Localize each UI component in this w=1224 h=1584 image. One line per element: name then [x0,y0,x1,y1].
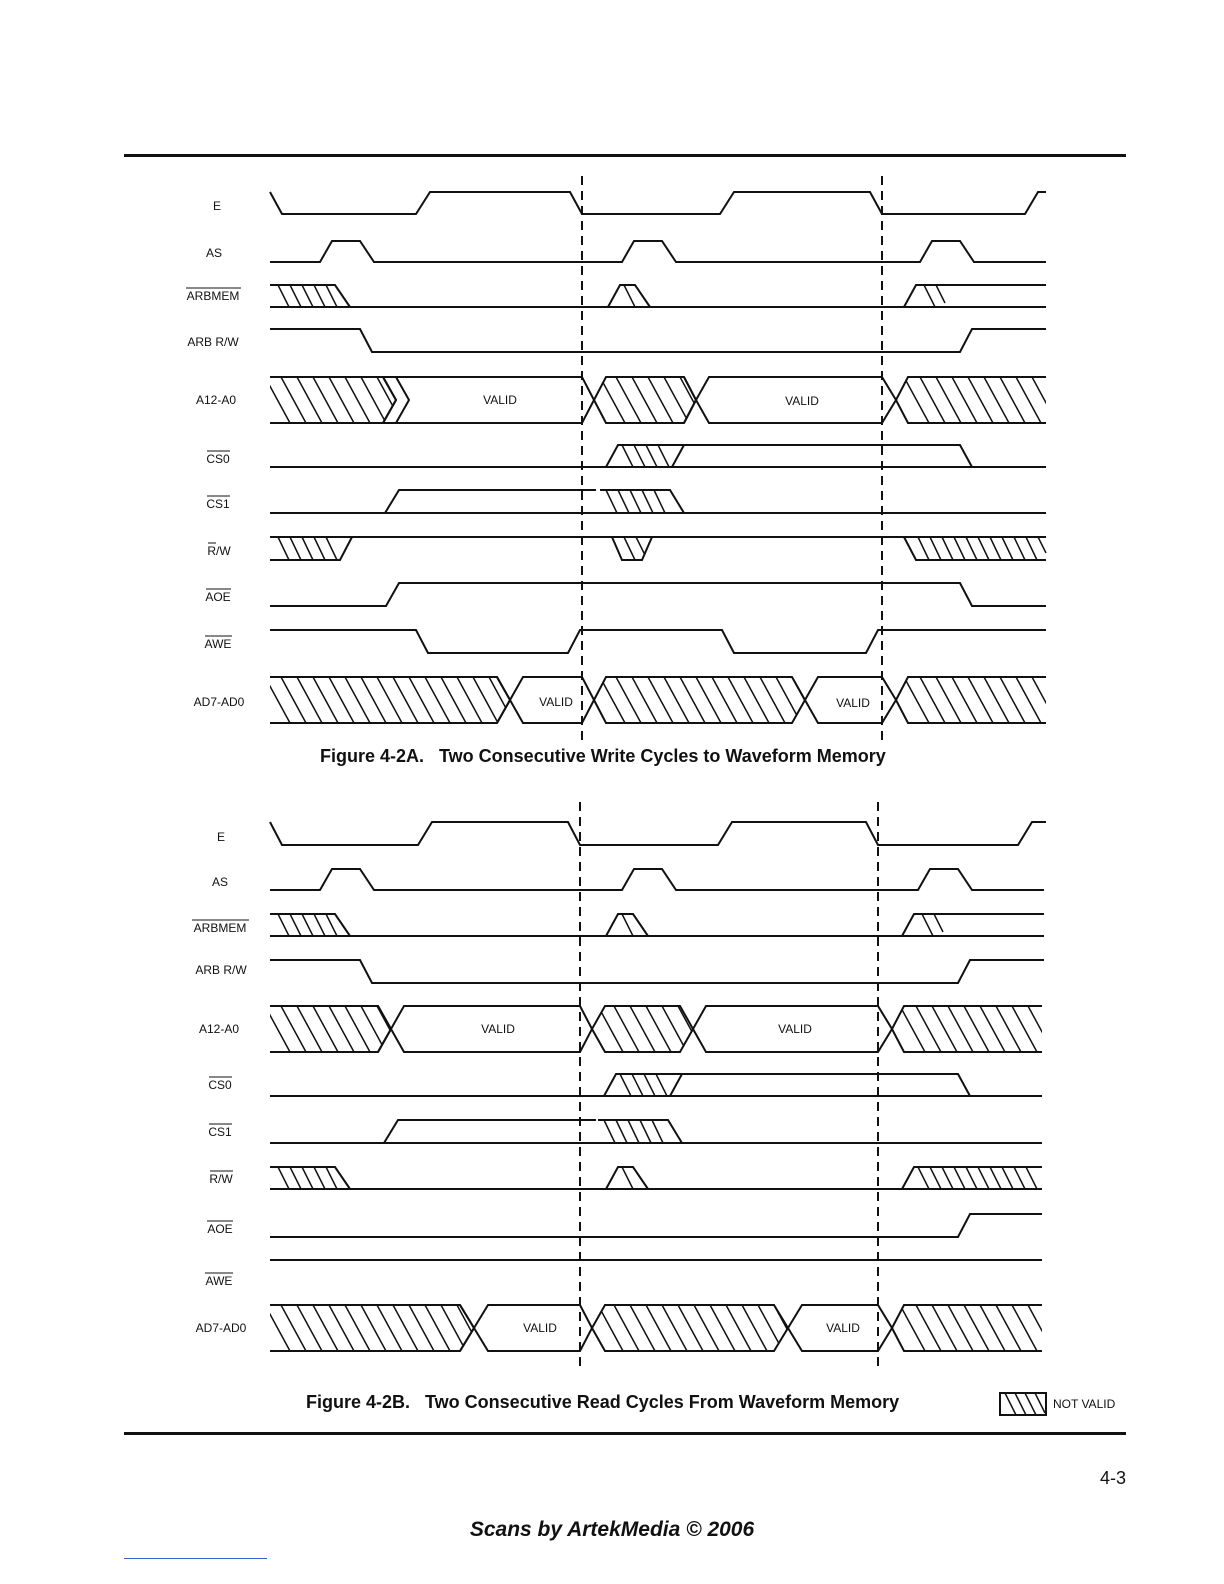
valid-label-ad7-ad0-2: VALID [836,696,870,710]
signal-label-aoe: AOE [205,590,231,604]
signal-label-arb-rw: ARB R/W [195,963,247,977]
scan-credit: Scans by ArtekMedia © 2006 [469,1518,755,1541]
not-valid-swatch-icon [999,1392,1047,1416]
signal-label-awe: AWE [205,1274,233,1288]
signal-label-e: E [216,830,226,844]
footer-link-underline [124,1558,267,1559]
signal-label-as: AS [211,875,229,889]
signal-label-a12-a0: A12-A0 [195,393,237,407]
waveform-as [270,241,1046,262]
figure-caption-read: Figure 4-2B. Two Consecutive Read Cycles From Waveform Memory [306,1392,900,1412]
waveform-arbmem [270,285,1046,307]
waveform-cs0 [270,1074,1042,1096]
signal-label-as: AS [205,246,223,260]
signal-label-arbmem: ARBMEM [193,921,247,935]
signal-label-arbmem: ARBMEM [186,289,240,303]
valid-label-ad7-ad0-1: VALID [539,695,573,709]
waveform-arbmem [270,914,1044,936]
valid-label-a12-a0-2: VALID [785,394,819,408]
waveform-ad7-ad0 [265,677,1057,723]
waveform-aoe [270,1214,1042,1237]
waveform-as [270,869,1044,890]
waveform-cs1 [270,1120,1042,1143]
waveform-a12-a0 [265,377,1057,423]
timing-diagram-read [0,798,1224,1378]
waveform-aoe [270,583,1046,606]
signal-label-ad7-ad0: AD7-AD0 [195,1321,247,1335]
signal-label-rw: R/W [209,1172,233,1186]
waveform-rw [270,1167,1042,1189]
valid-label-ad7-ad0-1: VALID [523,1321,557,1335]
waveform-arb-rw [270,329,1046,352]
signal-label-e: E [212,199,222,213]
waveform-e [270,192,1046,214]
valid-label-a12-a0-2: VALID [778,1022,812,1036]
valid-label-ad7-ad0-2: VALID [826,1321,860,1335]
timing-diagram-read-svg [0,798,1224,1378]
waveform-cs1 [270,490,1046,513]
valid-label-a12-a0-1: VALID [483,393,517,407]
signal-label-cs1: CS1 [206,497,230,511]
waveform-ad7-ad0 [265,1305,1053,1351]
waveform-rw [270,537,1046,560]
signal-label-awe: AWE [204,637,232,651]
signal-label-rw: R/W [207,544,231,558]
signal-label-arb-rw: ARB R/W [187,335,239,349]
waveform-a12-a0 [265,1006,1053,1052]
signal-label-a12-a0: A12-A0 [198,1022,240,1036]
waveform-cs0 [270,445,1046,467]
signal-label-ad7-ad0: AD7-AD0 [193,695,245,709]
signal-label-aoe: AOE [207,1222,233,1236]
legend-text: NOT VALID [1053,1397,1116,1411]
bottom-rule [124,1432,1126,1435]
signal-label-cs1: CS1 [208,1125,232,1139]
figure-caption-write: Figure 4-2A. Two Consecutive Write Cycles to Waveform Memory [320,746,886,766]
signal-label-cs0: CS0 [206,452,230,466]
waveform-arb-rw [270,960,1044,983]
timing-diagram-write-svg [0,170,1224,750]
valid-label-a12-a0-1: VALID [481,1022,515,1036]
signal-label-cs0: CS0 [208,1078,232,1092]
timing-diagram-write [0,170,1224,750]
top-rule [124,154,1126,157]
waveform-e [270,822,1046,845]
waveform-awe [270,630,1046,653]
page-number: 4-3 [1099,1468,1126,1488]
legend [999,1392,1115,1416]
